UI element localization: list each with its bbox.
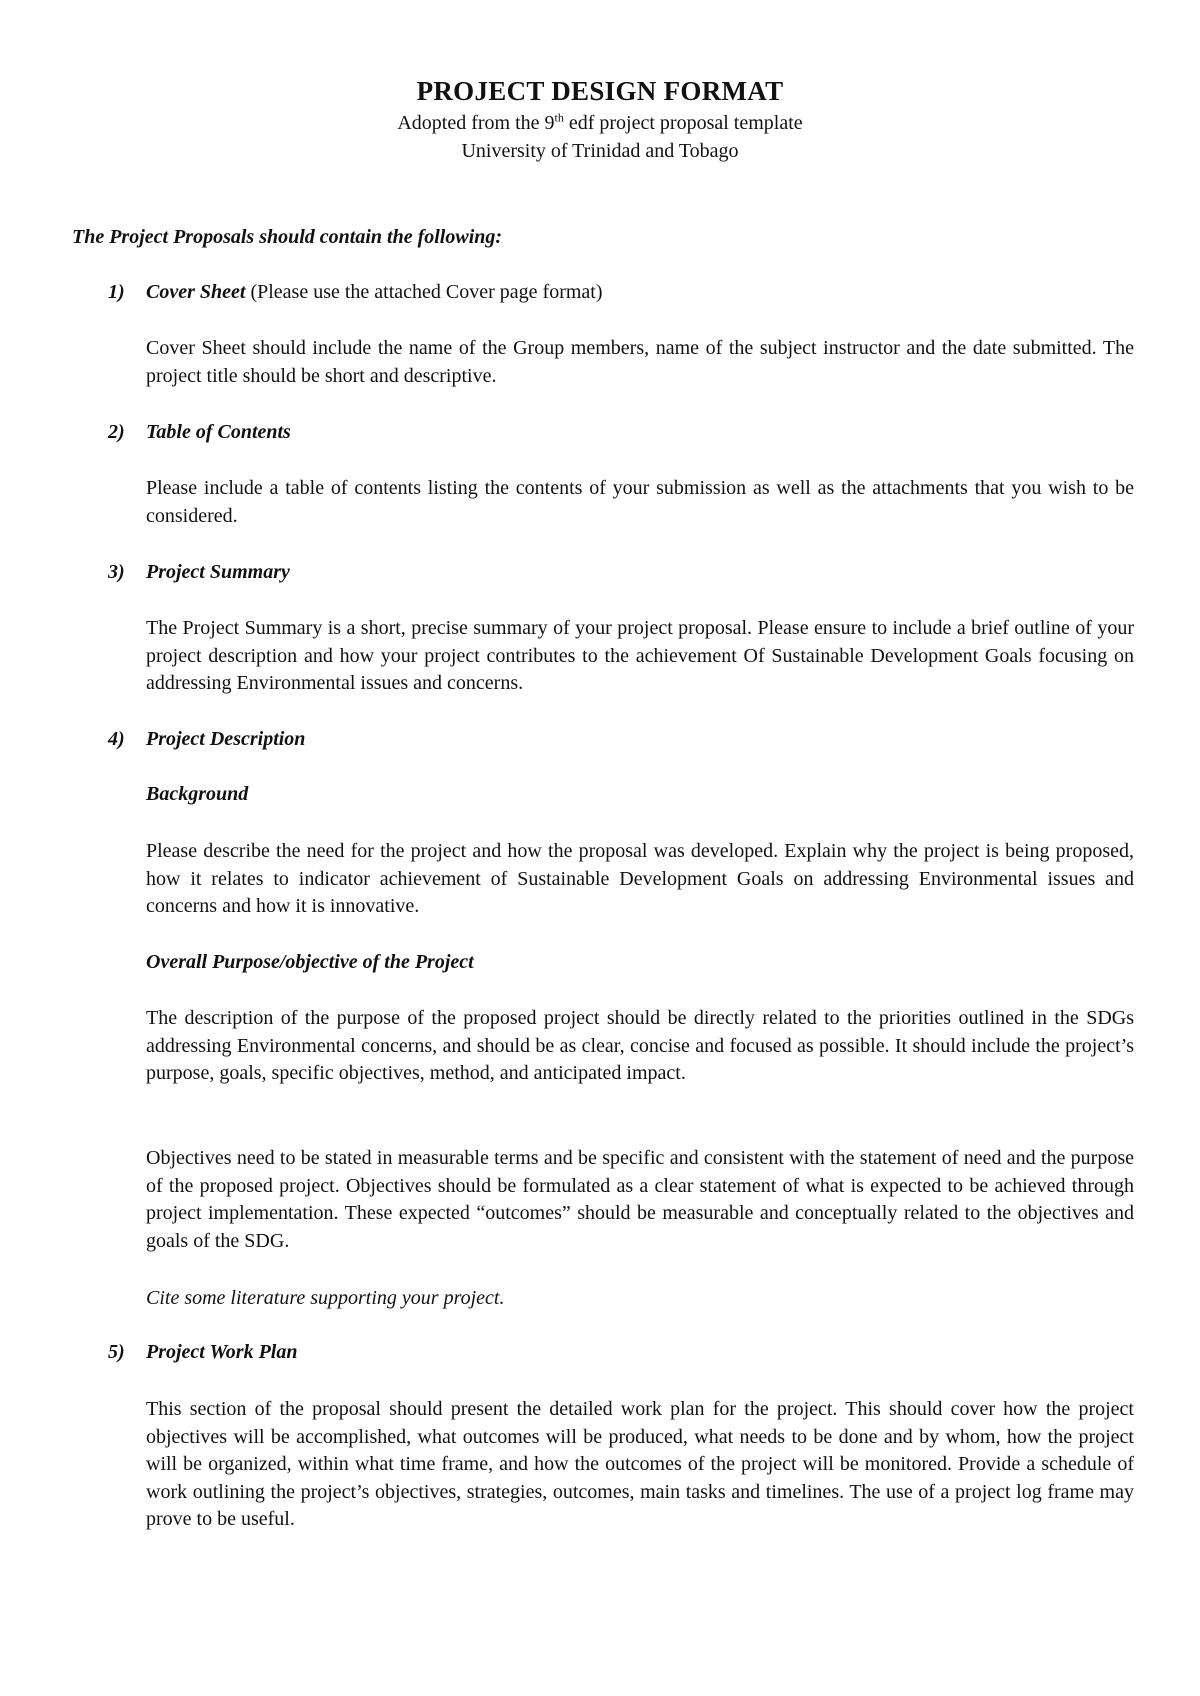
intro-heading: The Project Proposals should contain the following: xyxy=(72,226,503,248)
paragraph: Cover Sheet should include the name of the Group members, name of the subject instructor and the date submitted. The project title should be short and descriptive. xyxy=(146,337,1134,387)
paragraph: This section of the proposal should present the detailed work plan for the project. This should cover how the project objectives will be accomplished, what outcomes will be produced, what needs to be done and by whom, how the project will be organized, within what time frame, and how the outcomes of the project will be monitored. Provide a schedule of work outlining the project’s objectives, strategies, outcomes, main tasks and timelines. The use of a project log frame may prove to be useful. xyxy=(146,1398,1134,1530)
section-title: Project Summary xyxy=(146,561,290,583)
section-heading-project-description xyxy=(108,728,305,751)
adopted-line xyxy=(0,112,1200,135)
adopted-suffix: edf project proposal template xyxy=(563,112,803,134)
section-number: 1) xyxy=(108,281,125,303)
section-number: 4) xyxy=(108,728,125,750)
adopted-prefix: Adopted from the 9 xyxy=(397,112,555,134)
section-heading-project-summary xyxy=(108,561,290,584)
section-title-note: (Please use the attached Cover page format) xyxy=(245,281,603,303)
section-title: Table of Contents xyxy=(146,421,291,443)
section-title: Project Work Plan xyxy=(146,1341,298,1363)
institution-name: University of Trinidad and Tobago xyxy=(461,140,739,162)
section-title: Cover Sheet xyxy=(146,281,246,303)
paragraph: Please include a table of contents listing the contents of your submission as well as the attachments that you wish to be considered. xyxy=(146,477,1134,527)
section-heading-project-work-plan xyxy=(108,1341,297,1364)
paragraph: The Project Summary is a short, precise summary of your project proposal. Please ensure to include a brief outline of your project description and how your project contributes to the achievement Of Sustainable Development Goals focusing on addressing Environmental issues and concerns. xyxy=(146,617,1134,694)
section-number: 3) xyxy=(108,561,125,583)
section-heading-cover-sheet xyxy=(108,281,603,304)
section-number: 5) xyxy=(108,1341,125,1363)
section-title: Project Description xyxy=(146,728,306,750)
paragraph: Objectives need to be stated in measurable terms and be specific and consistent with the statement of need and the purpose of the proposed project. Objectives should be formulated as a clear statement of what is expected to be achieved through project implementation. These expected “outcomes” should be measurable and conceptually related to the objectives and goals of the SDG. xyxy=(146,1147,1134,1252)
paragraph-cite-literature: Cite some literature supporting your project. xyxy=(146,1287,505,1309)
document-title: PROJECT DESIGN FORMAT xyxy=(416,76,784,106)
section-heading-table-of-contents xyxy=(108,421,291,444)
paragraph: The description of the purpose of the proposed project should be directly related to the priorities outlined in the SDGs addressing Environmental concerns, and should be as clear, concise and focused as possible. It should include the project’s purpose, goals, specific objectives, method, and anticipated impact. xyxy=(146,1007,1134,1084)
adopted-superscript: th xyxy=(554,110,564,125)
section-number: 2) xyxy=(108,421,125,443)
paragraph: Please describe the need for the project and how the proposal was developed. Explain why the project is being proposed, how it relates to indicator achievement of Sustainable Development Goals on addressing Environmental issues and concerns and how it is innovative. xyxy=(146,840,1134,917)
subsection-heading-overall-purpose: Overall Purpose/objective of the Project xyxy=(146,951,474,973)
subsection-heading-background: Background xyxy=(146,783,249,805)
